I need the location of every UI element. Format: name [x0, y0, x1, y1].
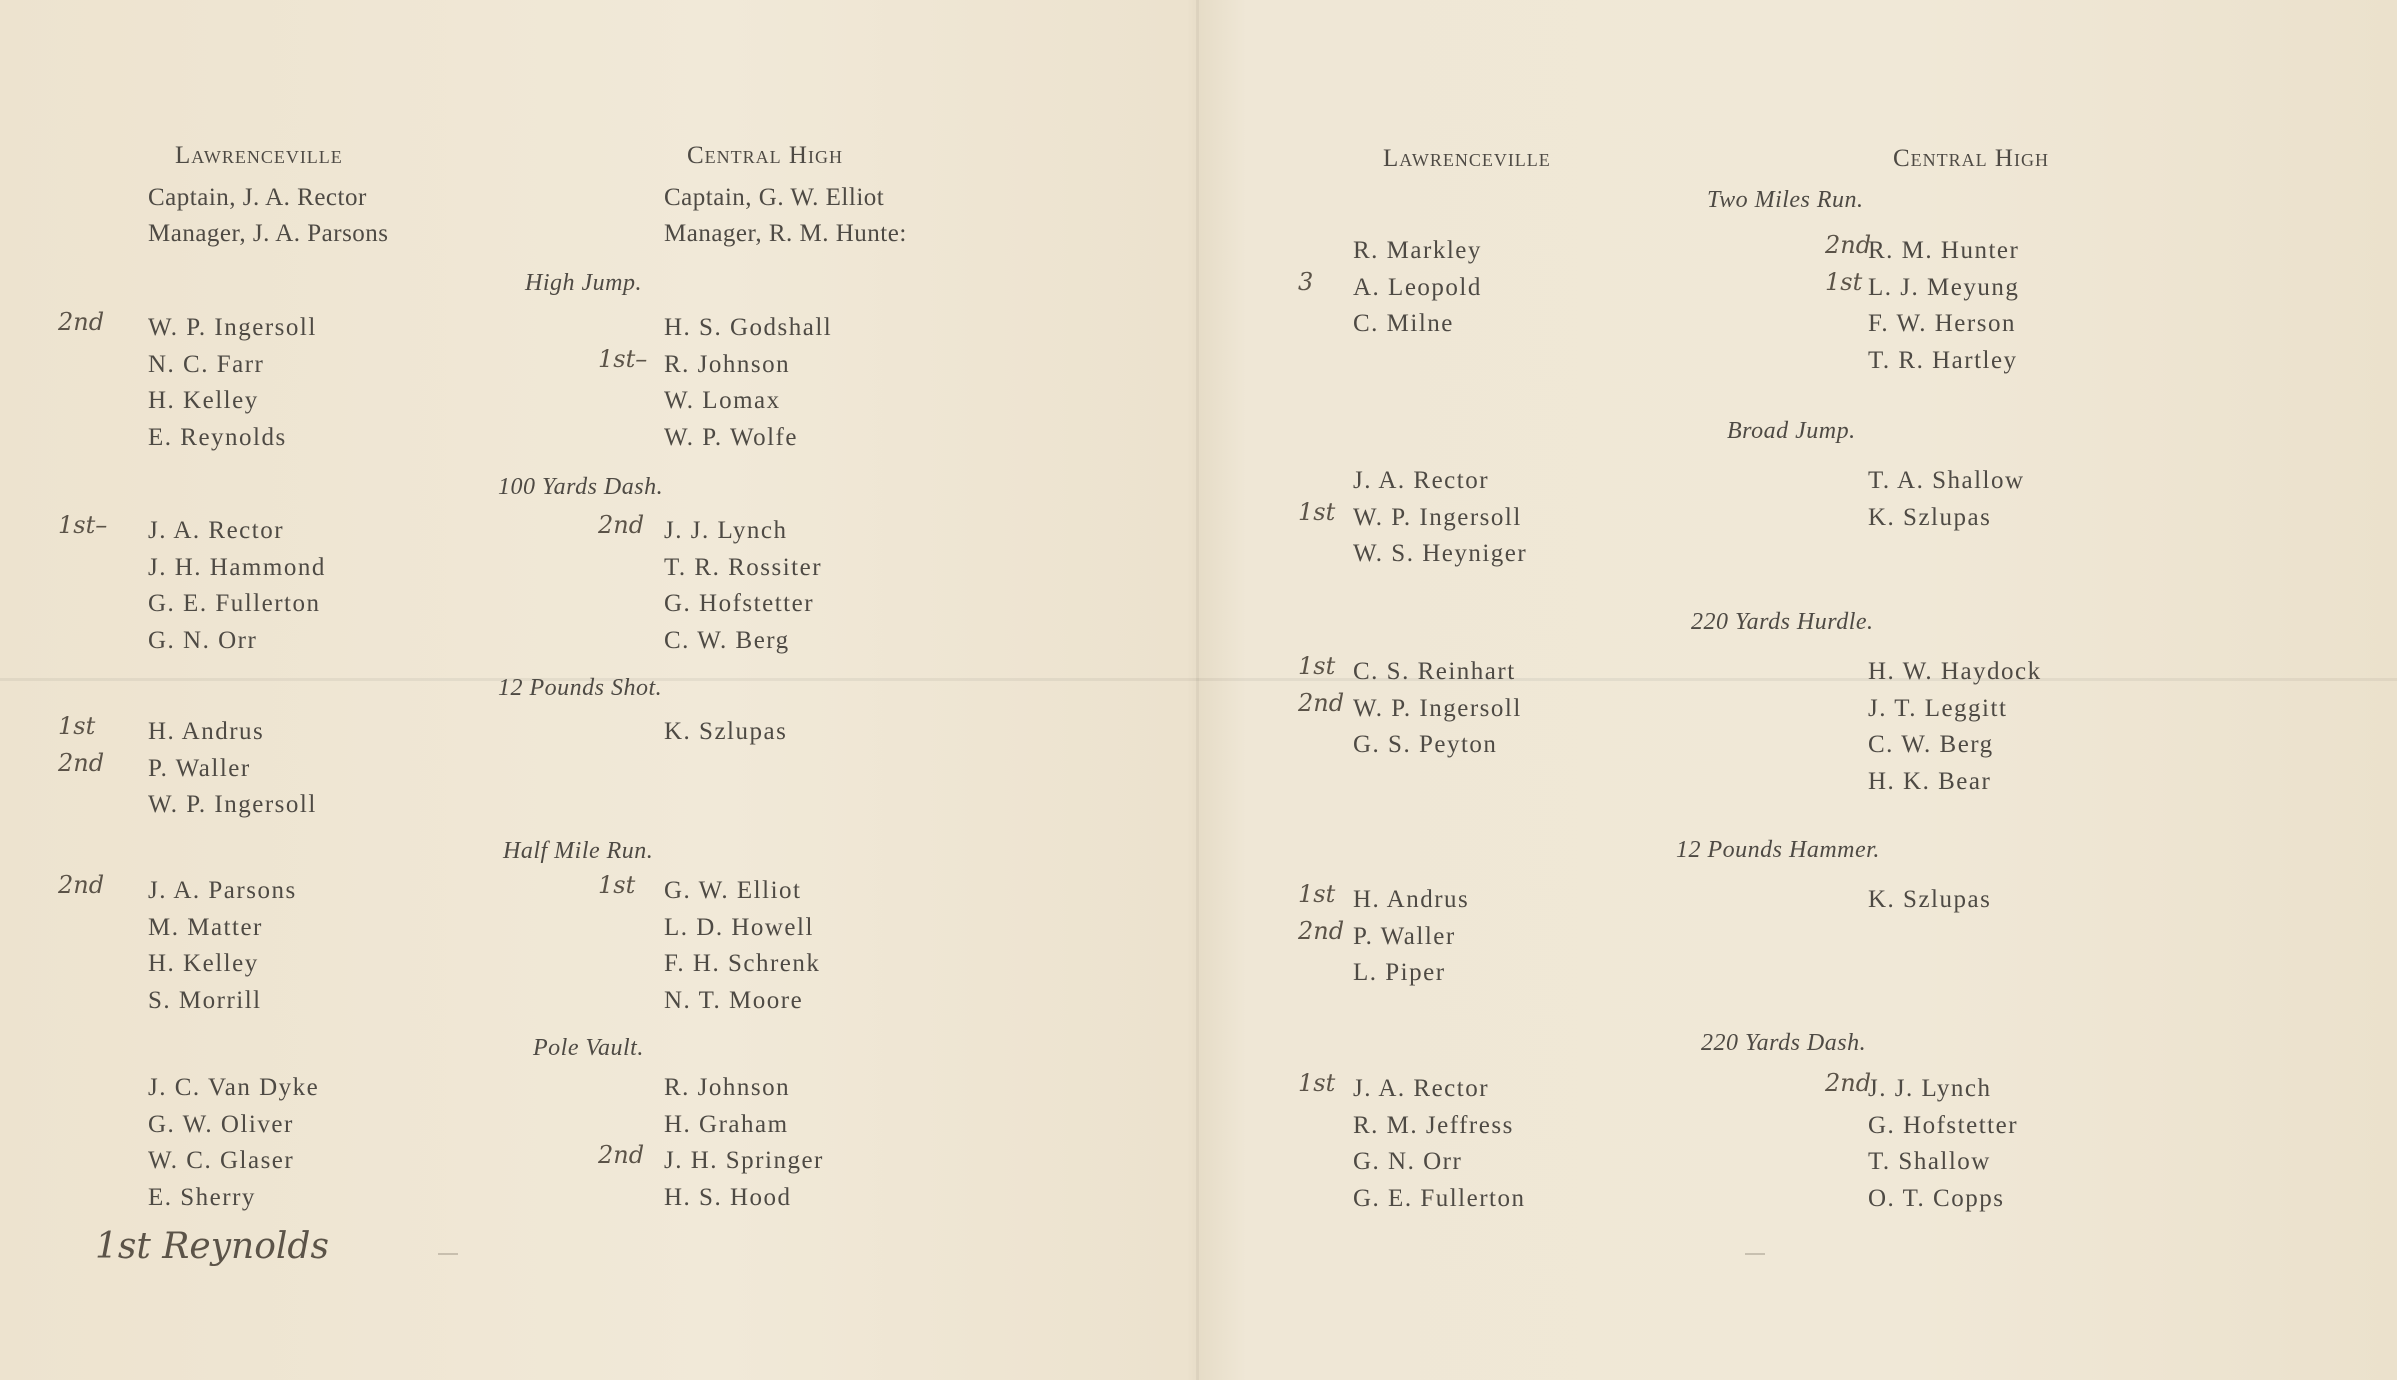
place-mark: 1st — [58, 712, 96, 740]
central-entrant-name: T. R. Hartley — [1868, 346, 2018, 374]
lawrenceville-entrant-name: G. E. Fullerton — [1353, 1184, 1526, 1212]
lawrenceville-entrant-name: S. Morrill — [148, 986, 262, 1014]
central-entrant-name: K. Szlupas — [1868, 886, 1992, 913]
central-entrant-name: W. P. Wolfe — [664, 423, 798, 451]
place-mark: 1st — [1298, 880, 1336, 908]
central-entrant-name: R. Johnson — [664, 1074, 791, 1101]
event-title-12-pounds-hammer: 12 Pounds Hammer. — [1676, 837, 1880, 863]
central-high-captain: Captain, G. W. Elliot — [664, 184, 885, 211]
central-entrant-name: H. W. Haydock — [1868, 658, 2042, 685]
place-mark: 2nd — [598, 511, 645, 539]
place-mark: 2nd — [58, 748, 105, 777]
event-title-half-mile-run: Half Mile Run. — [503, 838, 654, 864]
lawrenceville-entrant-name: E. Reynolds — [148, 423, 287, 451]
lawrenceville-entrant-name: H. Kelley — [148, 387, 259, 414]
central-entrant-name: H. S. Godshall — [664, 314, 833, 341]
lawrenceville-entrant-name: R. M. Jeffress — [1353, 1111, 1514, 1139]
place-mark: 2nd — [58, 308, 105, 336]
central-entrant-name: O. T. Copps — [1868, 1184, 2005, 1212]
lawrenceville-entrant-name: J. H. Hammond — [148, 553, 326, 581]
lawrenceville-entrant-name: R. Markley — [1353, 237, 1482, 264]
place-mark: 2nd — [58, 871, 105, 899]
lawrenceville-manager: Manager, J. A. Parsons — [148, 220, 389, 247]
central-entrant-name: H. S. Hood — [664, 1183, 792, 1211]
lawrenceville-entrant-name: H. Andrus — [1353, 886, 1470, 913]
decorative-dash — [1745, 1253, 1765, 1255]
lawrenceville-entrant-name: J. A. Rector — [148, 517, 285, 544]
central-entrant-name: L. D. Howell — [664, 913, 814, 941]
central-entrant-name: K. Szlupas — [1868, 503, 1992, 531]
central-entrant-name: G. W. Elliot — [664, 877, 802, 904]
central-entrant-name: H. Graham — [664, 1110, 789, 1138]
lawrenceville-entrant-name: C. S. Reinhart — [1353, 658, 1516, 685]
lawrenceville-entrant-name: P. Waller — [1353, 922, 1456, 950]
central-entrant-name: C. W. Berg — [1868, 731, 1994, 758]
place-mark: 1st– — [598, 344, 648, 373]
lawrenceville-captain: Captain, J. A. Rector — [148, 184, 367, 211]
central-entrant-name: G. Hofstetter — [1868, 1111, 2019, 1139]
place-mark: 2nd — [1298, 688, 1345, 717]
lawrenceville-entrant-name: W. P. Ingersoll — [1353, 503, 1522, 531]
right-lawrenceville-heading: Lawrenceville — [1383, 145, 1551, 172]
lawrenceville-entrant-name: H. Kelley — [148, 950, 259, 977]
central-entrant-name: N. T. Moore — [664, 986, 804, 1014]
central-entrant-name: T. Shallow — [1868, 1148, 1991, 1175]
decorative-dash — [438, 1253, 458, 1255]
central-entrant-name: K. Szlupas — [664, 718, 788, 745]
central-entrant-name: J. H. Springer — [664, 1147, 824, 1174]
vertical-fold-line — [1196, 0, 1199, 1380]
place-mark: 1st — [1298, 1069, 1336, 1097]
event-title-12-pounds-shot: 12 Pounds Shot. — [498, 675, 663, 701]
lawrenceville-entrant-name: E. Sherry — [148, 1183, 256, 1211]
central-entrant-name: L. J. Meyung — [1868, 273, 2020, 301]
place-mark: 1st — [598, 871, 636, 899]
place-mark: 2nd — [598, 1141, 645, 1169]
event-title-220-yards-dash: 220 Yards Dash. — [1701, 1030, 1867, 1056]
place-mark: 1st — [1298, 497, 1336, 526]
left-lawrenceville-heading: Lawrenceville — [175, 142, 343, 169]
central-entrant-name: F. H. Schrenk — [664, 950, 821, 977]
place-mark: 2nd — [1825, 1069, 1872, 1097]
left-central-high-heading: Central High — [687, 142, 843, 169]
central-entrant-name: J. T. Leggitt — [1868, 694, 2008, 722]
central-entrant-name: J. J. Lynch — [1868, 1075, 1992, 1102]
place-mark: 2nd — [1298, 916, 1345, 945]
lawrenceville-entrant-name: G. W. Oliver — [148, 1110, 294, 1138]
central-entrant-name: R. M. Hunter — [1868, 237, 2020, 264]
central-entrant-name: C. W. Berg — [664, 626, 790, 654]
central-entrant-name: H. K. Bear — [1868, 767, 1992, 795]
lawrenceville-entrant-name: M. Matter — [148, 913, 263, 941]
lawrenceville-entrant-name: J. A. Rector — [1353, 1075, 1490, 1102]
place-mark: 1st — [1298, 652, 1336, 680]
place-mark: 2nd — [1825, 231, 1872, 259]
lawrenceville-entrant-name: G. N. Orr — [1353, 1148, 1463, 1175]
lawrenceville-entrant-name: L. Piper — [1353, 959, 1446, 986]
central-entrant-name: J. J. Lynch — [664, 517, 788, 544]
event-title-two-miles-run: Two Miles Run. — [1707, 187, 1864, 213]
central-entrant-name: G. Hofstetter — [664, 590, 815, 617]
event-title-220-yards-hurdle: 220 Yards Hurdle. — [1691, 609, 1874, 635]
place-mark: 1st– — [58, 511, 108, 539]
lawrenceville-entrant-name: N. C. Farr — [148, 350, 265, 378]
lawrenceville-entrant-name: H. Andrus — [148, 718, 265, 745]
central-entrant-name: W. Lomax — [664, 387, 781, 414]
central-entrant-name: T. A. Shallow — [1868, 467, 2025, 494]
lawrenceville-entrant-name: G. E. Fullerton — [148, 590, 321, 617]
lawrenceville-entrant-name: W. P. Ingersoll — [148, 791, 317, 818]
event-title-broad-jump: Broad Jump. — [1727, 418, 1856, 444]
right-central-high-heading: Central High — [1893, 145, 2049, 172]
lawrenceville-entrant-name: C. Milne — [1353, 310, 1454, 337]
event-title-pole-vault: Pole Vault. — [533, 1035, 644, 1061]
place-mark: 3 — [1298, 267, 1314, 296]
central-high-manager: Manager, R. M. Hunte: — [664, 220, 907, 247]
lawrenceville-entrant-name: G. N. Orr — [148, 626, 258, 654]
central-entrant-name: T. R. Rossiter — [664, 553, 823, 581]
lawrenceville-entrant-name: A. Leopold — [1353, 273, 1482, 301]
event-title-100-yards-dash: 100 Yards Dash. — [498, 474, 664, 500]
lawrenceville-entrant-name: W. S. Heyniger — [1353, 540, 1528, 567]
handwritten-note: 1st Reynolds — [95, 1226, 329, 1267]
central-entrant-name: F. W. Herson — [1868, 310, 2016, 337]
lawrenceville-entrant-name: W. C. Glaser — [148, 1147, 295, 1174]
lawrenceville-entrant-name: J. C. Van Dyke — [148, 1074, 320, 1101]
lawrenceville-entrant-name: J. A. Parsons — [148, 877, 297, 904]
lawrenceville-entrant-name: G. S. Peyton — [1353, 731, 1498, 758]
place-mark: 1st — [1825, 267, 1863, 296]
central-entrant-name: R. Johnson — [664, 350, 791, 378]
lawrenceville-entrant-name: J. A. Rector — [1353, 467, 1490, 494]
lawrenceville-entrant-name: W. P. Ingersoll — [148, 314, 317, 341]
event-title-high-jump: High Jump. — [525, 270, 642, 296]
lawrenceville-entrant-name: P. Waller — [148, 754, 251, 782]
lawrenceville-entrant-name: W. P. Ingersoll — [1353, 694, 1522, 722]
